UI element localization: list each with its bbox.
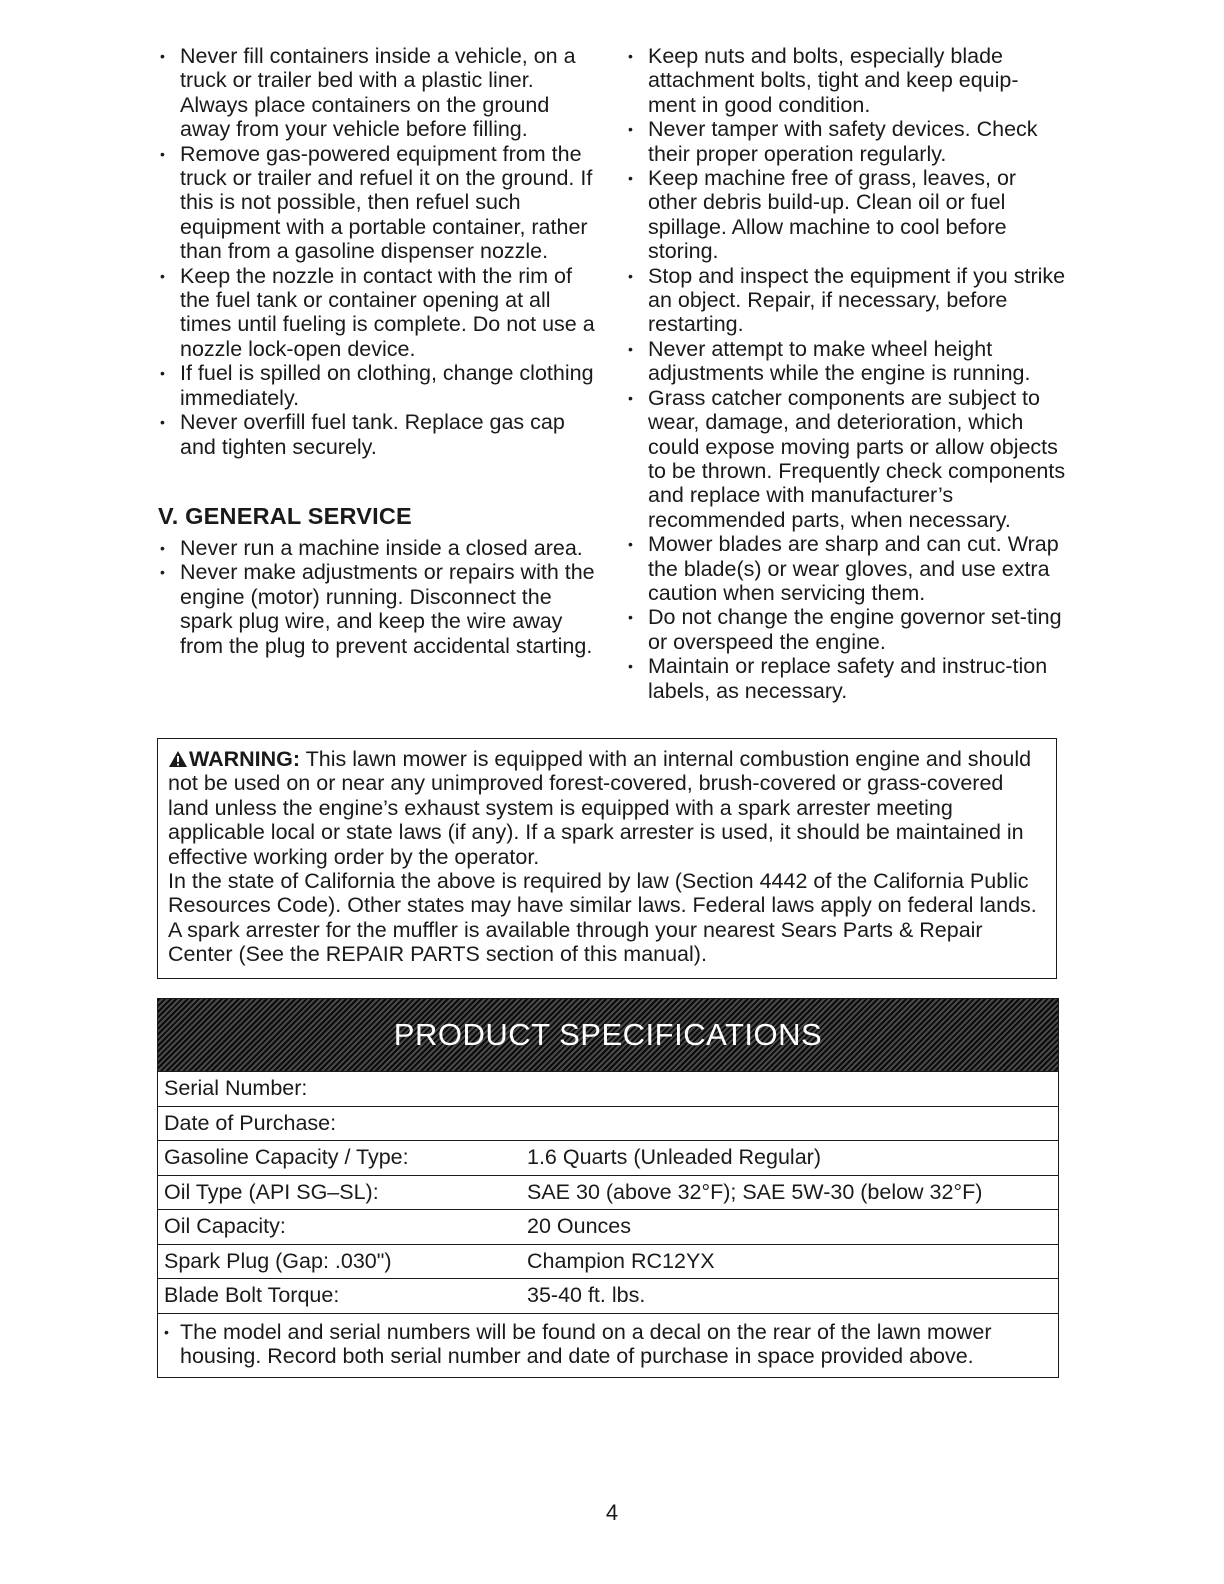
list-item: • Never tamper with safety devices. Check their proper operation regularly. — [628, 117, 1038, 166]
bullet-icon: • — [160, 539, 165, 556]
spec-label: Gasoline Capacity / Type: — [164, 1145, 409, 1170]
list-item: • Never fill containers inside a vehicle, on a truck or trailer bed with a plastic liner. Always place containers on the ground away from your vehicle before filling. — [160, 44, 576, 142]
bullet-icon: • — [628, 658, 633, 675]
spec-value: 35-40 ft. lbs. — [527, 1283, 646, 1308]
list-item: • Grass catcher components are subject to wear, damage, and deterioration, which could expose moving parts or allow objects to be thrown. Frequently check components and replace with manufacturer’s recommended parts, when necessary. — [628, 385, 1066, 532]
warning-triangle-icon — [168, 750, 188, 768]
spec-label: Oil Capacity: — [164, 1214, 286, 1239]
maintenance-list — [626, 44, 1066, 703]
warning-paragraph-california: In the state of California the above is required by law (Section 4442 of the California Public Resources Code). Other states may have similar laws. Federal laws apply on federal lands. A spark arrester for the muffler is available through your nearest Sears Parts & Repair Center (See the REPAIR PARTS section of this manual). — [168, 869, 1037, 967]
list-item: • Never make adjustments or repairs with the engine (motor) running. Disconnect the spark plug wire, and keep the wire away from the plug to prevent accidental starting. — [160, 560, 595, 658]
specs-title: PRODUCT SPECIFICATIONS — [158, 999, 1058, 1071]
specs-note: • The model and serial numbers will be found on a decal on the rear of the lawn mower housing. Record both serial number and date of purchase in space provided above. — [158, 1313, 1058, 1378]
section-heading: V. GENERAL SERVICE — [158, 502, 412, 529]
spec-value: SAE 30 (above 32°F); SAE 5W-30 (below 32°F) — [527, 1179, 983, 1204]
right-column — [626, 44, 1066, 703]
spec-value: 1.6 Quarts (Unleaded Regular) — [527, 1145, 821, 1170]
bullet-icon: • — [628, 536, 633, 553]
list-item: • Never overfill fuel tank. Replace gas cap and tighten securely. — [160, 410, 565, 459]
table-row — [158, 1106, 1058, 1141]
bullet-icon: • — [628, 340, 633, 357]
fueling-safety-list — [158, 44, 603, 459]
list-item: • Never attempt to make wheel height adjustments while the engine is running. — [628, 336, 1031, 386]
bullet-icon: • — [628, 170, 633, 187]
table-row — [158, 1244, 1058, 1279]
spec-label: Oil Type (API SG–SL): — [164, 1179, 379, 1204]
table-row — [158, 1209, 1058, 1244]
bullet-icon: • — [628, 389, 633, 406]
warning-paragraph — [168, 747, 1046, 869]
spec-label: Blade Bolt Torque: — [164, 1283, 340, 1308]
table-row — [158, 1175, 1058, 1210]
warning-label: WARNING: — [189, 747, 301, 771]
bullet-icon: • — [628, 267, 633, 284]
general-service-list — [158, 536, 603, 658]
list-item: • Never run a machine inside a closed area. — [160, 535, 583, 560]
left-column — [158, 44, 603, 658]
table-row — [158, 1071, 1058, 1106]
table-row — [158, 1278, 1058, 1313]
bullet-icon: • — [160, 267, 165, 284]
list-item: • Keep the nozzle in contact with the rim of the fuel tank or container opening at all times until fueling is complete. Do not use a nozzle lock-open device. — [160, 263, 595, 361]
warning-text: This lawn mower is equipped with an internal combustion engine and should not be used on or near any unimproved forest-covered, brush-covered or grass-covered land unless the engine’s exhaust system is equipped with a spark arrester meeting applicable local or state laws (if any). If a spark arrester is used, it should be maintained in effective working order by the operator. — [168, 747, 1032, 869]
bullet-icon: • — [160, 414, 165, 431]
list-item: • Mower blades are sharp and can cut. Wrap the blade(s) or wear gloves, and use extra caution when servicing them. — [628, 532, 1059, 605]
list-item: • Remove gas-powered equipment from the truck or trailer and refuel it on the ground. If this is not possible, then refuel such equipment with a portable container, rather than from a gasoline dispenser nozzle. — [160, 141, 593, 264]
bullet-icon: • — [160, 365, 165, 382]
bullet-icon: • — [160, 145, 165, 162]
list-item: • If fuel is spilled on clothing, change clothing immediately. — [160, 361, 594, 410]
warning-box — [157, 738, 1057, 979]
list-item: • Maintain or replace safety and instruc-tion labels, as necessary. — [628, 654, 1048, 703]
table-row — [158, 1140, 1058, 1175]
bullet-icon: • — [160, 564, 165, 581]
spec-label: Date of Purchase: — [164, 1110, 337, 1135]
spec-label: Serial Number: — [164, 1076, 308, 1101]
list-item: • Keep nuts and bolts, especially blade attachment bolts, tight and keep equip-ment in good condition. — [628, 44, 1019, 117]
product-specifications-table — [157, 998, 1059, 1378]
spec-value: 20 Ounces — [527, 1214, 631, 1239]
list-item: • Do not change the engine governor set-ting or overspeed the engine. — [628, 605, 1062, 654]
bullet-icon: • — [628, 609, 633, 626]
spec-value: Champion RC12YX — [527, 1248, 715, 1273]
bullet-icon: • — [628, 48, 633, 64]
bullet-icon: • — [164, 1323, 169, 1340]
page-number: 4 — [605, 1500, 619, 1525]
list-item: • Stop and inspect the equipment if you strike an object. Repair, if necessary, before restarting. — [628, 263, 1066, 337]
bullet-icon: • — [160, 48, 165, 64]
list-item: • Keep machine free of grass, leaves, or other debris build-up. Clean oil or fuel spillage. Allow machine to cool before storing. — [628, 166, 1017, 264]
bullet-icon: • — [628, 121, 633, 138]
spec-label: Spark Plug (Gap: .030") — [164, 1248, 392, 1273]
